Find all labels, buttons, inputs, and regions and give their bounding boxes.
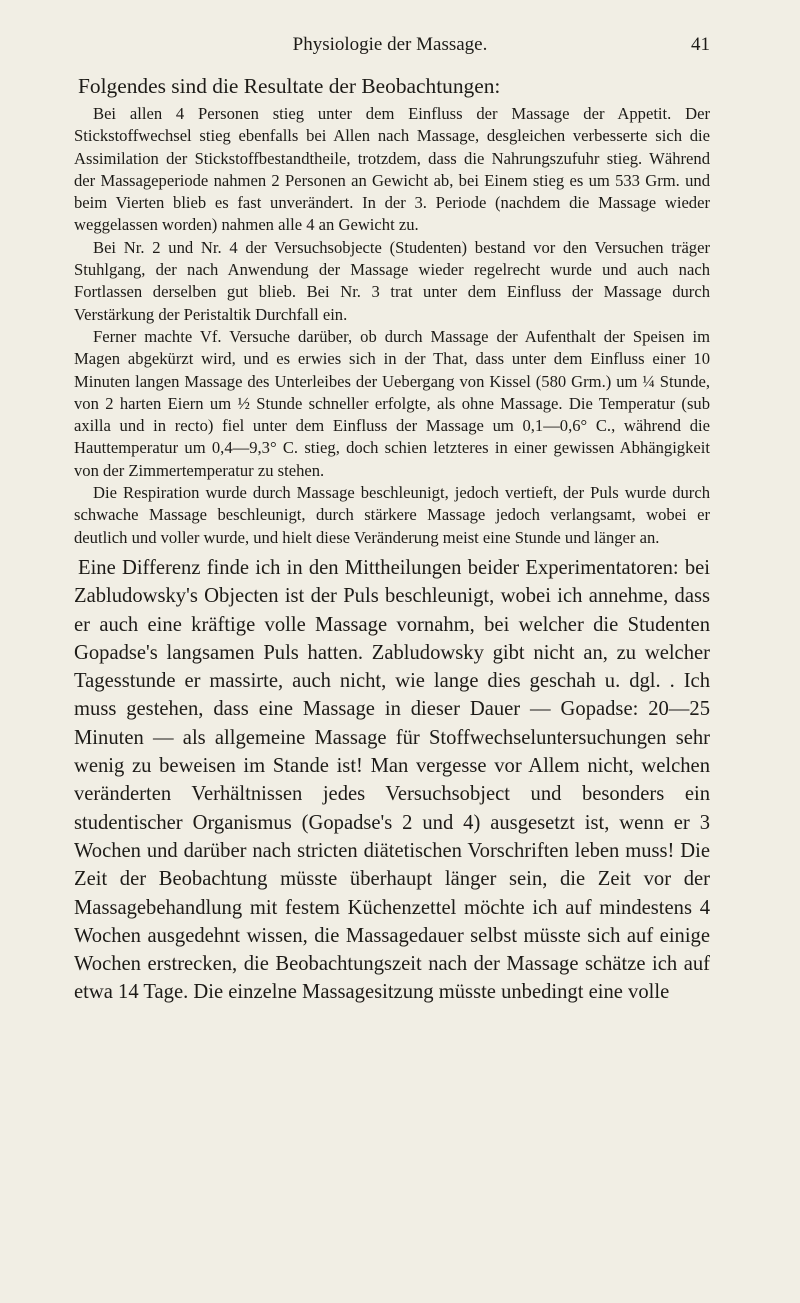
paragraph-appetite: Bei allen 4 Personen stieg unter dem Einfluss der Massage der Appetit. Der Stickstoffwechsel stieg ebenfalls bei Allen nach Massage, desgleichen verbesserte sich die Assimilation der Stickstoffbestandtheile, trotzdem, dass die Nahrungszufuhr stieg. Während der Massageperiode nahmen 2 Personen an Gewicht ab, bei Einem stieg es um 533 Grm. und beim Vierten blieb es fast unverändert. In der 3. Periode (nachdem die Massage wieder weggelassen worden) nahmen alle 4 an Gewicht zu. [74, 104, 710, 235]
page-body [74, 72, 710, 1007]
section-heading: Folgendes sind die Resultate der Beobachtungen: [78, 74, 501, 98]
header-title: Physiologie der Massage. [292, 34, 488, 55]
commentary-paragraph: Eine Differenz finde ich in den Mittheilungen beider Experimentatoren: bei Zabludowsky's Objecten ist der Puls beschleunigt, wobei ich annehme, dass er auch eine kräftige volle Massage vornahm, bei welcher die Studenten Gopadse's langsamen Puls hatten. Zabludowsky gibt nicht an, zu welcher Tagesstunde er massirte, auch nicht, wie lange dies geschah u. dgl. . Ich muss gestehen, dass eine Massage in dieser Dauer — Gopadse: 20—25 Minuten — als allgemeine Massage für Stoffwechseluntersuchungen sehr wenig zu beweisen im Stande ist! Man vergesse vor Allem nicht, welchen veränderten Verhältnissen jedes Versuchsobject und besonders ein studentischer Organismus (Gopadse's 2 und 4) ausgesetzt ist, wenn er 3 Wochen und darüber nach stricten diätetischen Vorschriften leben muss! Die Zeit der Beobachtung müsste überhaupt länger sein, die Zeit vor der Massagebehandlung mit festem Küchenzettel möchte ich auf mindestens 4 Wochen ausgedehnt wissen, die Massagedauer selbst müsste sich auf einige Wochen erstrecken, die Beobachtungszeit nach der Massage schätze ich auf etwa 14 Tage. Die einzelne Massagesitzung müsste unbedingt eine volle [74, 556, 710, 1004]
paragraph-respiration-pulse: Die Respiration wurde durch Massage beschleunigt, jedoch vertieft, der Puls wurde durch schwache Massage beschleunigt, durch stärkere Massage jedoch verlangsamt, wobei er deutlich und voller wurde, und hielt diese Veränderung meist eine Stunde und länger an. [74, 483, 710, 547]
page-number: 41 [691, 34, 710, 55]
running-header [70, 34, 710, 64]
paragraph-digestion: Bei Nr. 2 und Nr. 4 der Versuchsobjecte (Studenten) bestand vor den Versuchen träger Stuhlgang, der nach Anwendung der Massage wieder regelrecht wurde und auch nach Fortlassen derselben gut blieb. Bei Nr. 3 trat unter dem Einfluss der Massage durch Verstärkung der Peristaltik Durchfall ein. [74, 237, 710, 324]
paragraph-stomach-temperature: Ferner machte Vf. Versuche darüber, ob durch Massage der Aufenthalt der Speisen im Magen abgekürzt wird, und es erwies sich in der That, dass unter dem Einfluss einer 10 Minuten langen Massage des Unterleibes der Uebergang von Kissel (580 Grm.) um ¼ Stunde, von 2 harten Eiern um ½ Stunde schneller erfolgte, als ohne Massage. Die Temperatur (sub axilla und in recto) fiel unter dem Einfluss der Massage um 0,1—0,6° C., während die Hauttemperatur um 0,4—9,3° C. stieg, doch schien letzteres in einer gewissen Abhängigkeit von der Zimmertemperatur zu stehen. [74, 326, 710, 480]
